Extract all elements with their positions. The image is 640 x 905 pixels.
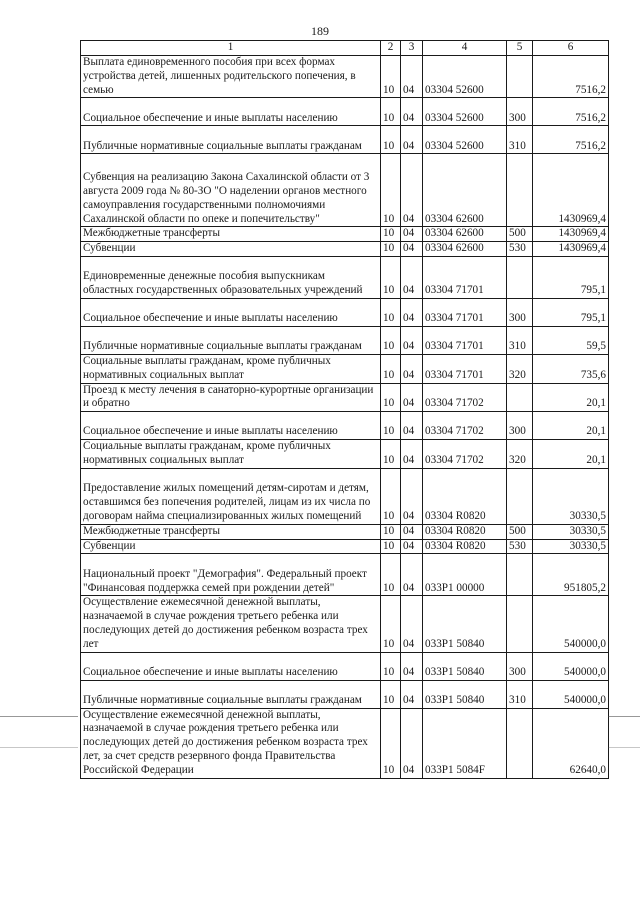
target-article-cell: 033P1 50840 — [423, 652, 507, 680]
amount-cell: 7516,2 — [533, 98, 609, 126]
target-article-cell: 03304 62600 — [423, 154, 507, 227]
section-cell: 10 — [381, 524, 401, 539]
expense-type-cell: 300 — [507, 98, 533, 126]
expense-type-cell: 300 — [507, 298, 533, 326]
header-cell: 4 — [423, 41, 507, 56]
target-article-cell: 03304 71702 — [423, 383, 507, 412]
section-cell: 10 — [381, 154, 401, 227]
scan-artifact-line — [608, 747, 640, 748]
target-article-cell: 03304 R0820 — [423, 524, 507, 539]
table-row — [81, 326, 609, 354]
expense-type-cell — [507, 468, 533, 524]
section-cell: 10 — [381, 596, 401, 652]
table-row — [81, 98, 609, 126]
expense-type-cell: 320 — [507, 354, 533, 383]
table-row — [81, 354, 609, 383]
table-header-row — [81, 41, 609, 56]
section-cell: 10 — [381, 440, 401, 469]
expense-type-cell: 320 — [507, 440, 533, 469]
expense-type-cell: 310 — [507, 126, 533, 154]
expense-type-cell: 500 — [507, 524, 533, 539]
name-cell: Субвенции — [81, 242, 381, 257]
amount-cell: 1430969,4 — [533, 227, 609, 242]
expense-type-cell — [507, 154, 533, 227]
header-cell: 6 — [533, 41, 609, 56]
target-article-cell: 03304 71701 — [423, 298, 507, 326]
target-article-cell: 03304 71701 — [423, 354, 507, 383]
target-article-cell: 03304 52600 — [423, 126, 507, 154]
amount-cell: 7516,2 — [533, 126, 609, 154]
section-cell: 10 — [381, 326, 401, 354]
section-cell: 10 — [381, 652, 401, 680]
section-cell: 10 — [381, 468, 401, 524]
target-article-cell: 03304 R0820 — [423, 539, 507, 554]
expense-type-cell: 500 — [507, 227, 533, 242]
page-number: 189 — [311, 24, 329, 38]
expense-type-cell — [507, 383, 533, 412]
amount-cell: 540000,0 — [533, 652, 609, 680]
table-row — [81, 554, 609, 596]
budget-table — [80, 40, 609, 779]
amount-cell: 735,6 — [533, 354, 609, 383]
name-cell: Субвенция на реализацию Закона Сахалинской области от 3 августа 2009 года № 80-ЗО "О наделении органов местного самоуправления государственными полномочиями Сахалинской области по опеке и попечительству" — [81, 154, 381, 227]
table-row — [81, 227, 609, 242]
table-row — [81, 596, 609, 652]
name-cell: Социальное обеспечение и иные выплаты населению — [81, 652, 381, 680]
amount-cell: 20,1 — [533, 440, 609, 469]
table-row — [81, 412, 609, 440]
name-cell: Единовременные денежные пособия выпускникам областных государственных образовательных учреждений — [81, 256, 381, 298]
amount-cell: 1430969,4 — [533, 154, 609, 227]
name-cell: Предоставление жилых помещений детям-сиротам и детям, оставшимся без попечения родителей, лицам из их числа по договорам найма специализированных жилых помещений — [81, 468, 381, 524]
subsection-cell: 04 — [401, 524, 423, 539]
table-row — [81, 440, 609, 469]
target-article-cell: 03304 R0820 — [423, 468, 507, 524]
header-cell: 3 — [401, 41, 423, 56]
expense-type-cell: 310 — [507, 326, 533, 354]
expense-type-cell — [507, 554, 533, 596]
subsection-cell: 04 — [401, 98, 423, 126]
name-cell: Социальное обеспечение и иные выплаты населению — [81, 412, 381, 440]
name-cell: Межбюджетные трансферты — [81, 524, 381, 539]
target-article-cell: 033P1 5084F — [423, 708, 507, 778]
table-row — [81, 256, 609, 298]
subsection-cell: 04 — [401, 680, 423, 708]
name-cell: Социальные выплаты гражданам, кроме публичных нормативных социальных выплат — [81, 354, 381, 383]
subsection-cell: 04 — [401, 383, 423, 412]
header-cell: 5 — [507, 41, 533, 56]
amount-cell: 62640,0 — [533, 708, 609, 778]
expense-type-cell: 300 — [507, 652, 533, 680]
name-cell: Национальный проект "Демография". Федеральный проект "Финансовая поддержка семей при рождении детей" — [81, 554, 381, 596]
table-row — [81, 56, 609, 98]
subsection-cell: 04 — [401, 298, 423, 326]
subsection-cell: 04 — [401, 326, 423, 354]
table-row — [81, 524, 609, 539]
expense-type-cell: 310 — [507, 680, 533, 708]
name-cell: Осуществление ежемесячной денежной выплаты, назначаемой в случае рождения третьего ребенка или последующих детей до достижения ребенком возраста трех лет — [81, 596, 381, 652]
table-row — [81, 126, 609, 154]
expense-type-cell: 530 — [507, 539, 533, 554]
subsection-cell: 04 — [401, 708, 423, 778]
target-article-cell: 03304 62600 — [423, 227, 507, 242]
section-cell: 10 — [381, 354, 401, 383]
section-cell: 10 — [381, 539, 401, 554]
target-article-cell: 033P1 50840 — [423, 680, 507, 708]
section-cell: 10 — [381, 554, 401, 596]
subsection-cell: 04 — [401, 227, 423, 242]
expense-type-cell: 300 — [507, 412, 533, 440]
amount-cell: 20,1 — [533, 383, 609, 412]
name-cell: Публичные нормативные социальные выплаты гражданам — [81, 680, 381, 708]
target-article-cell: 03304 71702 — [423, 412, 507, 440]
subsection-cell: 04 — [401, 554, 423, 596]
table-row — [81, 154, 609, 227]
name-cell: Публичные нормативные социальные выплаты гражданам — [81, 126, 381, 154]
scan-artifact-line — [0, 747, 78, 748]
table-row — [81, 539, 609, 554]
name-cell: Социальные выплаты гражданам, кроме публичных нормативных социальных выплат — [81, 440, 381, 469]
target-article-cell: 03304 71701 — [423, 256, 507, 298]
table-row — [81, 680, 609, 708]
expense-type-cell — [507, 596, 533, 652]
section-cell: 10 — [381, 298, 401, 326]
table-row — [81, 652, 609, 680]
expense-type-cell — [507, 708, 533, 778]
expense-type-cell — [507, 256, 533, 298]
table-row — [81, 468, 609, 524]
section-cell: 10 — [381, 680, 401, 708]
target-article-cell: 033P1 50840 — [423, 596, 507, 652]
name-cell: Публичные нормативные социальные выплаты гражданам — [81, 326, 381, 354]
section-cell: 10 — [381, 227, 401, 242]
section-cell: 10 — [381, 98, 401, 126]
subsection-cell: 04 — [401, 154, 423, 227]
table-row — [81, 383, 609, 412]
subsection-cell: 04 — [401, 126, 423, 154]
amount-cell: 59,5 — [533, 326, 609, 354]
subsection-cell: 04 — [401, 412, 423, 440]
name-cell: Субвенции — [81, 539, 381, 554]
scan-artifact-line — [0, 716, 78, 717]
target-article-cell: 03304 62600 — [423, 242, 507, 257]
section-cell: 10 — [381, 126, 401, 154]
expense-type-cell: 530 — [507, 242, 533, 257]
amount-cell: 30330,5 — [533, 468, 609, 524]
subsection-cell: 04 — [401, 652, 423, 680]
amount-cell: 20,1 — [533, 412, 609, 440]
subsection-cell: 04 — [401, 56, 423, 98]
table-row — [81, 708, 609, 778]
amount-cell: 30330,5 — [533, 539, 609, 554]
section-cell: 10 — [381, 383, 401, 412]
amount-cell: 951805,2 — [533, 554, 609, 596]
section-cell: 10 — [381, 56, 401, 98]
amount-cell: 795,1 — [533, 298, 609, 326]
amount-cell: 795,1 — [533, 256, 609, 298]
section-cell: 10 — [381, 412, 401, 440]
name-cell: Выплата единовременного пособия при всех формах устройства детей, лишенных родительского попечения, в семью — [81, 56, 381, 98]
target-article-cell: 03304 71701 — [423, 326, 507, 354]
subsection-cell: 04 — [401, 539, 423, 554]
subsection-cell: 04 — [401, 256, 423, 298]
section-cell: 10 — [381, 708, 401, 778]
subsection-cell: 04 — [401, 596, 423, 652]
target-article-cell: 03304 52600 — [423, 56, 507, 98]
amount-cell: 30330,5 — [533, 524, 609, 539]
section-cell: 10 — [381, 242, 401, 257]
amount-cell: 540000,0 — [533, 680, 609, 708]
header-cell: 1 — [81, 41, 381, 56]
subsection-cell: 04 — [401, 242, 423, 257]
name-cell: Проезд к месту лечения в санаторно-курортные организации и обратно — [81, 383, 381, 412]
scan-artifact-line — [608, 716, 640, 717]
amount-cell: 1430969,4 — [533, 242, 609, 257]
expense-type-cell — [507, 56, 533, 98]
amount-cell: 540000,0 — [533, 596, 609, 652]
table-row — [81, 242, 609, 257]
subsection-cell: 04 — [401, 440, 423, 469]
subsection-cell: 04 — [401, 354, 423, 383]
name-cell: Межбюджетные трансферты — [81, 227, 381, 242]
table-row — [81, 298, 609, 326]
header-cell: 2 — [381, 41, 401, 56]
target-article-cell: 03304 71702 — [423, 440, 507, 469]
section-cell: 10 — [381, 256, 401, 298]
subsection-cell: 04 — [401, 468, 423, 524]
amount-cell: 7516,2 — [533, 56, 609, 98]
name-cell: Социальное обеспечение и иные выплаты населению — [81, 298, 381, 326]
name-cell: Социальное обеспечение и иные выплаты населению — [81, 98, 381, 126]
target-article-cell: 033P1 00000 — [423, 554, 507, 596]
name-cell: Осуществление ежемесячной денежной выплаты, назначаемой в случае рождения третьего ребенка или последующих детей до достижения ребенком возраста трех лет, за счет средств резервного фонда Правительства Российской Федерации — [81, 708, 381, 778]
target-article-cell: 03304 52600 — [423, 98, 507, 126]
